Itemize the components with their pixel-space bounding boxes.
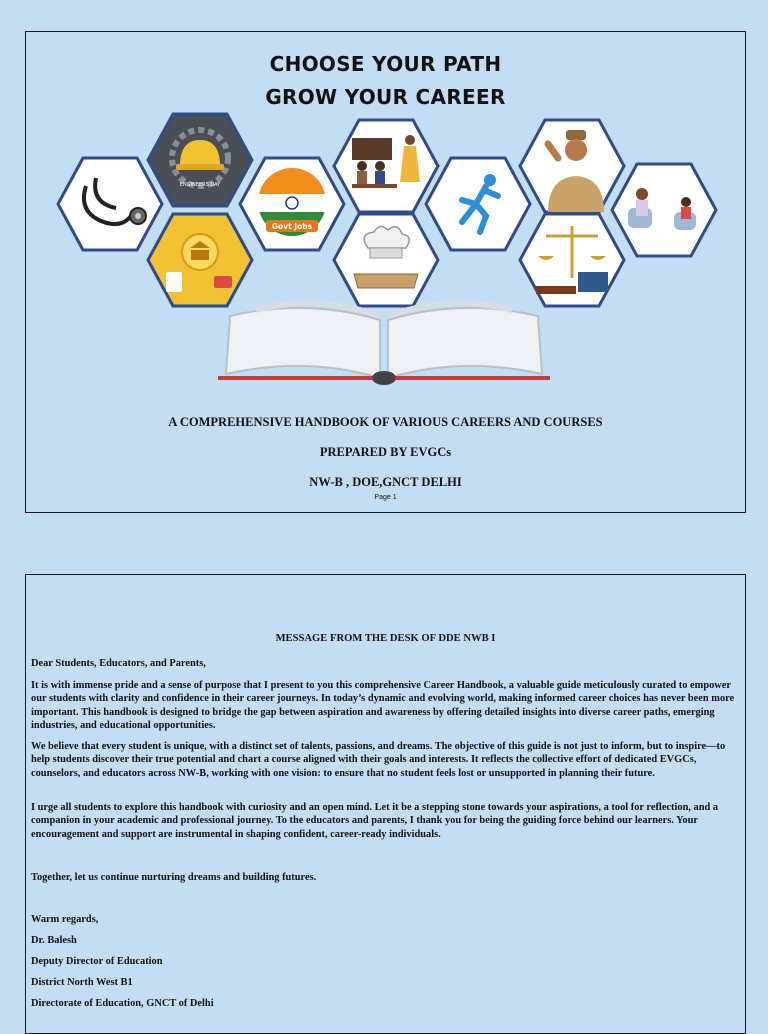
signatory-district: District North West B1 bbox=[31, 977, 133, 988]
message-signoff: Warm regards, bbox=[31, 914, 99, 925]
message-greeting: Dear Students, Educators, and Parents, bbox=[31, 658, 206, 669]
message-paragraph-2: We believe that every student is unique, with a distinct set of talents, passions, and dreams. The objective of this guide is not just to inform, but to inspire—to help students discover their true potential and chart a course aligned with their goals and interests. It reflects the collective effort of dedicated EVGCs, counselors, and educators across NW-B, working with one vision: to ensure that no student feels lost or unsupported in planning their future. bbox=[31, 741, 726, 779]
cover-subtitle: A COMPREHENSIVE HANDBOOK OF VARIOUS CAREERS AND COURSES bbox=[168, 415, 603, 429]
cover-prepared-by: PREPARED BY EVGCs bbox=[319, 445, 452, 459]
govt-jobs-icon bbox=[238, 156, 346, 252]
engineers-day-label: ENGINEERS DAY bbox=[179, 182, 221, 188]
signatory-directorate: Directorate of Education, GNCT of Delhi bbox=[31, 998, 214, 1009]
signatory-designation: Deputy Director of Education bbox=[31, 956, 163, 967]
sprinter-icon bbox=[424, 156, 532, 252]
message-paragraph-1: It is with immense pride and a sense of purpose that I present to you this comprehensive Career Handbook, a valuable guide meticulously curated to empower our students with clarity and confidence in their career journeys. In today’s dynamic and evolving world, making informed career choices has never been more important. This handbook is designed to bridge the gap between aspiration and awareness by offering detailed insights into diverse career paths, emerging industries, and educational opportunities. bbox=[31, 680, 735, 731]
govt-jobs-label: Govt Jobs bbox=[271, 222, 313, 231]
cover-title-line1: CHOOSE YOUR PATH bbox=[269, 52, 502, 76]
page-number: Page 1 bbox=[374, 494, 397, 501]
cover-title-line2: GROW YOUR CAREER bbox=[265, 85, 506, 109]
cover-page bbox=[25, 31, 746, 513]
message-paragraph-3: I urge all students to explore this handbook with curiosity and an open mind. Let it be a stepping stone towards your aspirations, a tool for reflection, and a companion in your academic and professional journey. To the educators and parents, I thank you for being the guiding force behind our learners. Your encouragement and support are instrumental in shaping confident, career-ready individuals. bbox=[31, 802, 719, 840]
signatory-name: Dr. Balesh bbox=[31, 935, 77, 946]
message-page bbox=[25, 574, 746, 1034]
open-book-illustration bbox=[216, 290, 552, 386]
counselling-icon bbox=[610, 162, 718, 258]
career-hexagon-collage bbox=[26, 32, 747, 392]
message-heading: MESSAGE FROM THE DESK OF DDE NWB I bbox=[275, 633, 496, 644]
message-closing: Together, let us continue nurturing dreams and building futures. bbox=[31, 872, 317, 883]
cover-district: NW-B , DOE,GNCT DELHI bbox=[309, 475, 462, 489]
